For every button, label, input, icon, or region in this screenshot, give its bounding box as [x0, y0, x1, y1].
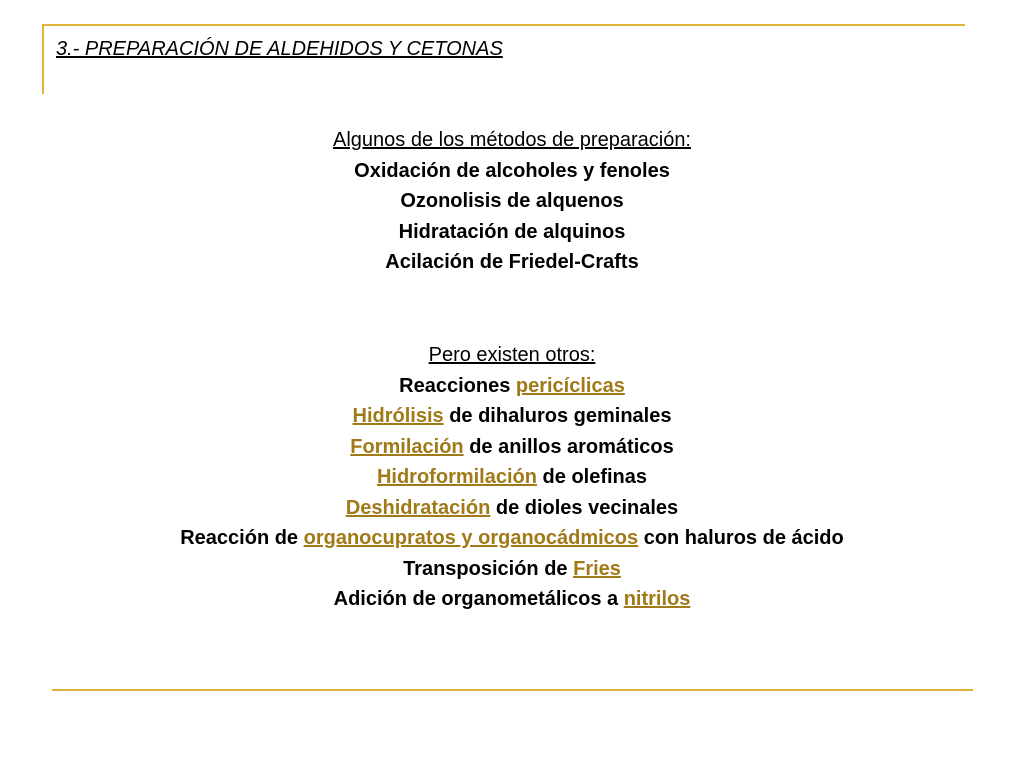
other-method-item: [0, 554, 1024, 585]
methods-section: [0, 125, 1024, 278]
fries-link[interactable]: Fries: [573, 557, 621, 580]
method-item: Oxidación de alcoholes y fenoles: [354, 159, 670, 182]
other-methods-section: [0, 340, 1024, 615]
nitriles-link[interactable]: nitrilos: [623, 588, 691, 610]
organocuprates-link[interactable]: organocupratos y organocádmicos: [303, 527, 639, 549]
item-text-post: de olefinas: [536, 466, 648, 488]
pericyclic-link[interactable]: pericíclicas: [515, 374, 625, 397]
other-method-item: [0, 493, 1024, 524]
item-text-pre: Transposición de: [403, 557, 574, 580]
other-method-item: [0, 401, 1024, 432]
other-method-item: [0, 432, 1024, 463]
item-text-pre: Adición de organometálicos a: [333, 588, 624, 610]
formylation-link[interactable]: Formilación: [350, 435, 464, 458]
method-item: Hidratación de alquinos: [398, 220, 626, 243]
other-method-item: [0, 371, 1024, 402]
methods-heading: Algunos de los métodos de preparación:: [332, 129, 691, 151]
other-methods-heading: Pero existen otros:: [428, 344, 596, 366]
item-text-post: de anillos aromáticos: [463, 435, 674, 458]
bottom-border-line: [52, 689, 973, 691]
other-method-item: [0, 584, 1024, 615]
hydroformylation-link[interactable]: Hidroformilación: [376, 466, 537, 488]
slide-title: 3.- PREPARACIÓN DE ALDEHIDOS Y CETONAS: [56, 38, 503, 60]
dehydration-link[interactable]: Deshidratación: [345, 496, 491, 519]
other-method-item: [0, 523, 1024, 554]
item-text-pre: Reacciones: [399, 374, 516, 397]
other-method-item: [0, 462, 1024, 493]
item-text-pre: Reacción de: [180, 527, 304, 549]
method-item: Acilación de Friedel-Crafts: [385, 251, 639, 273]
item-text-post: de dihaluros geminales: [443, 405, 672, 427]
item-text-post: de dioles vecinales: [490, 496, 679, 519]
item-text-post: con haluros de ácido: [638, 527, 844, 549]
top-border-line: [42, 24, 965, 26]
method-item: Ozonolisis de alquenos: [400, 190, 624, 212]
hydrolysis-link[interactable]: Hidrólisis: [352, 405, 444, 427]
left-border-line: [42, 24, 44, 94]
